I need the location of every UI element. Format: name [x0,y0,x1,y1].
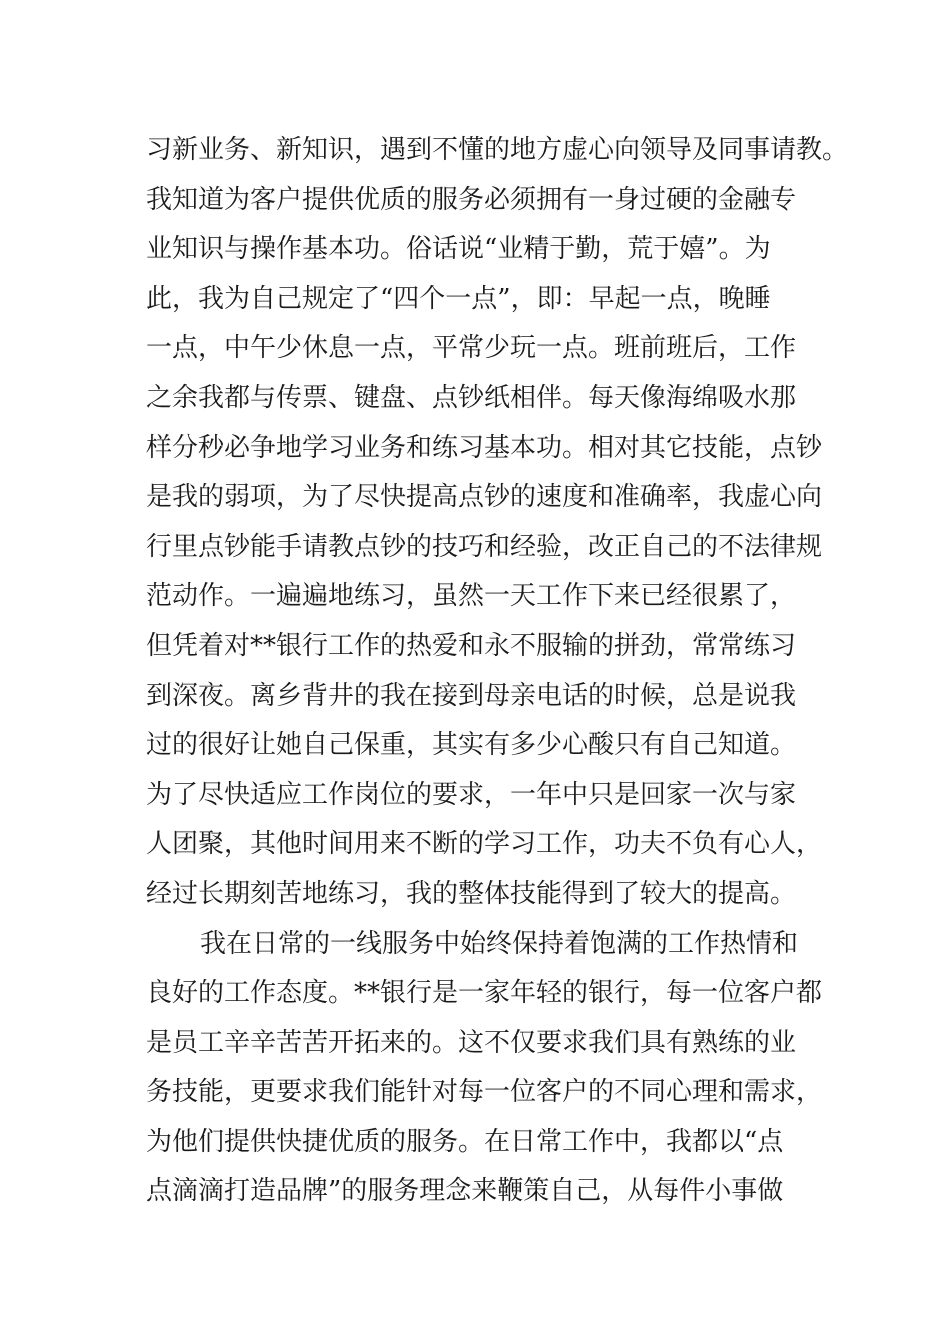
text-line: 业知识与操作基本功。俗话说“业精于勤，荒于嬉”。为 [146,234,771,265]
text-line: 人团聚，其他时间用来不断的学习工作，功夫不负有心人， [146,829,823,860]
text-line: 行里点钞能手请教点钞的技巧和经验，改正自己的不法律规 [146,531,823,562]
text-line: 过的很好让她自己保重，其实有多少心酸只有自己知道。 [146,730,797,761]
text-line: 此，我为自己规定了“四个一点”，即：早起一点，晚睡 [146,283,771,314]
text-line: 我知道为客户提供优质的服务必须拥有一身过硬的金融专 [146,184,797,215]
text-line: 为他们提供快捷优质的服务。在日常工作中，我都以“点 [146,1126,784,1157]
text-line: 务技能，更要求我们能针对每一位客户的不同心理和需求， [146,1077,823,1108]
text-line: 范动作。一遍遍地练习，虽然一天工作下来已经很累了， [146,581,797,612]
text-line: 但凭着对**银行工作的热爱和永不服输的拼劲，常常练习 [146,630,797,661]
text-line: 之余我都与传票、键盘、点钞纸相伴。每天像海绵吸水那 [146,382,797,413]
text-line: 良好的工作态度。**银行是一家年轻的银行，每一位客户都 [146,978,823,1009]
text-line: 经过长期刻苦地练习，我的整体技能得到了较大的提高。 [146,878,797,909]
text-line: 点滴滴打造品牌”的服务理念来鞭策自己，从每件小事做 [146,1176,784,1207]
text-line: 为了尽快适应工作岗位的要求，一年中只是回家一次与家 [146,779,797,810]
text-line: 是我的弱项，为了尽快提高点钞的速度和准确率，我虚心向 [146,482,823,513]
text-line: 到深夜。离乡背井的我在接到母亲电话的时候，总是说我 [146,680,797,711]
text-line: 习新业务、新知识，遇到不懂的地方虚心向领导及同事请教。 [146,135,849,165]
document-body [146,126,849,1217]
text-line: 一点，中午少休息一点，平常少玩一点。班前班后，工作 [146,333,797,364]
text-line: 是员工辛辛苦苦开拓来的。这不仅要求我们具有熟练的业 [146,1027,797,1058]
text-line: 样分秒必争地学习业务和练习基本功。相对其它技能，点钞 [146,432,823,463]
paragraph-first-line: 我在日常的一线服务中始终保持着饱满的工作热情和 [200,928,799,959]
